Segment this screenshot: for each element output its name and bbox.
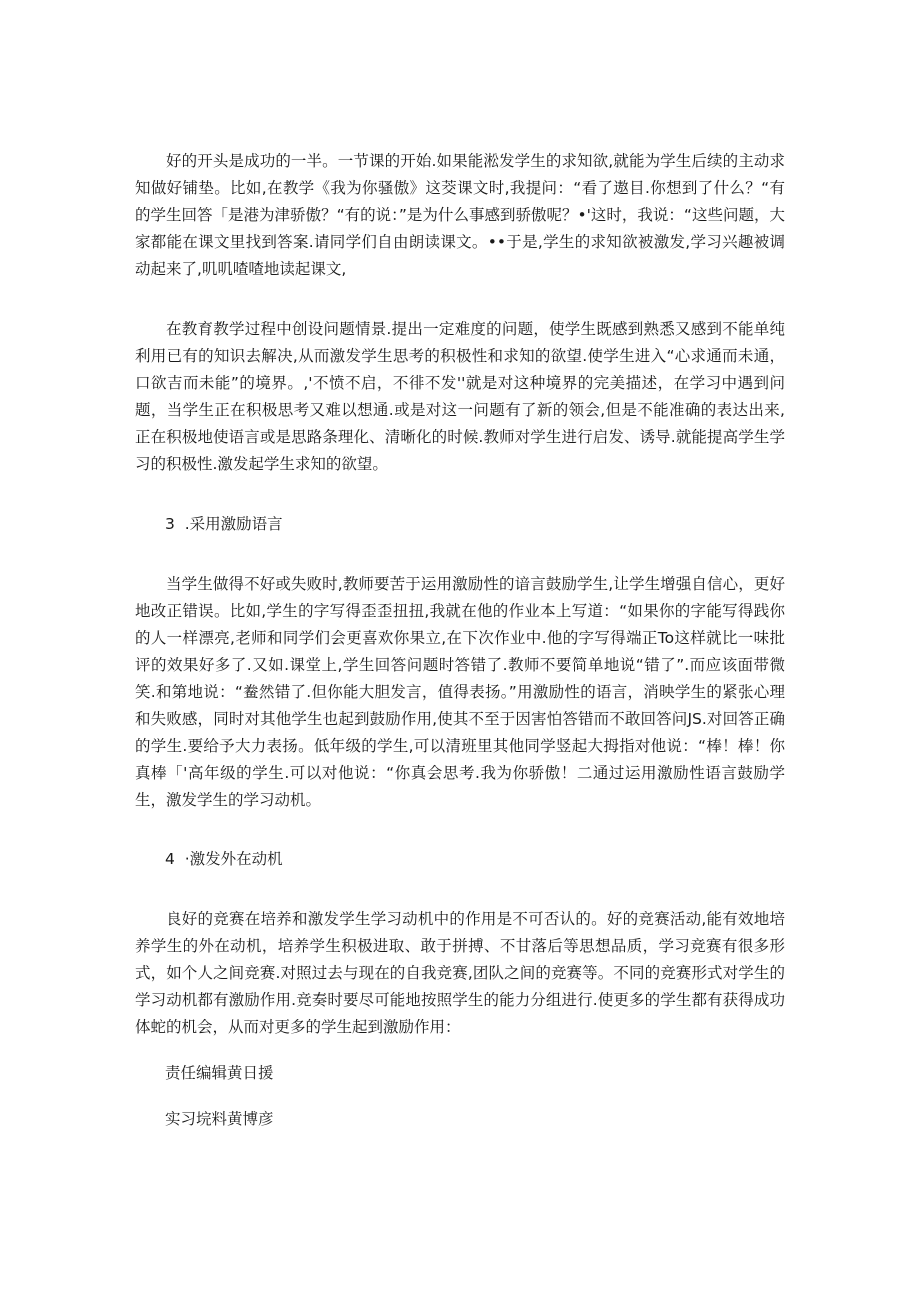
section-heading-3: 3 .采用激励语言	[165, 515, 283, 533]
section-heading-4: 4 ·激发外在动机	[165, 850, 283, 868]
document-page	[135, 148, 785, 1133]
paragraph-external-motivation: 良好的竞赛在培养和激发学生学习动机中的作用是不可否认的。好的竞赛活动,能有效地培养学生的外在动机，培养学生积极进取、敢于拼搏、不甘落后等思想品质，学习竞赛有很多形式，如个人之间竞赛.对照过去与现在的自我竞赛,团队之间的竞赛等。不同的竞赛形式对学生的学习动机都有激励作用.竞奏时要尽可能地按照学生的能力分组进行.使更多的学生都有获得成功体蛇的机会，从而对更多的学生起到激励作用：	[135, 910, 785, 1036]
paragraph-encouraging-language: 当学生做得不好或失败时,教师要苦于运用激励性的谙言鼓励学生,让学生增强自信心，更好地改正错误。比如,学生的字写得歪歪扭扭,我就在他的作业本上写道：“如果你的字能写得践你的人一样漂亮,老师和同学们会更喜欢你果立,在下次作业中.他的字写得端正To这样就比一味批评的效果好多了.又如.课堂上,学生回答问题时答错了.教师不要简单地说“错了”.而应该面带微笑.和第地说：“鲞然错了.但你能大胆发言，值得表扬。”用激励性的语言，消映学生的紧张心理和失败感，同时对其他学生也起到鼓励作用,使其不至于因害怕答错而不敢回答问JS.对回答正确的学生.要给予大力表扬。低年级的学生,可以清班里其他同学竖起大拇指对他说：“棒！棒！你真棒「'高年级的学生.可以对他说：“你真会思考.我为你骄傲！二通过运用激励性语言鼓励学生，激发学生的学习动机。	[135, 575, 785, 809]
signature-intern: 实习垸料黄博彦	[165, 1110, 274, 1128]
paragraph-intro: 好的开头是成功的一半。一节课的开始.如果能淞发学生的求知欲,就能为学生后续的主动求知做好铺垫。比如,在教学《我为你骚傲》这茭课文时,我提问：“看了遨目.你想到了什么？“有的学生回答「是港为津骄傲？“有的说：”是为什么事感到骄傲呢？•'这时，我说：“这些问题，大家都能在课文里找到答案.请同学们自由朗读课文。••于是,学生的求知欲被激发,学习兴趣被调动起来了,叽叽喳喳地读起课文,	[135, 152, 785, 278]
signature-editor: 责任编辑黄日援	[165, 1064, 274, 1082]
paragraph-problem-situations: 在教育教学过程中创设问题情景.提出一定难度的问题，使学生既感到熟悉又感到不能单纯利用已有的知识去解决,从而激发学生思考的积极性和求知的欲望.使学生进入“心求通而未通，口欲吉而未能”的境界。,'不愤不启，不徘不发''就是对这种境界的完美描述，在学习中遇到问题，当学生正在积极思考又难以想通.或是对这一问题有了新的领会,但是不能准确的表达出来,正在积极地使语言或是思路条理化、清晰化的时候.教师对学生进行启发、诱导.就能提高学生学习的积极性.激发起学生求知的欲望。	[135, 320, 785, 473]
